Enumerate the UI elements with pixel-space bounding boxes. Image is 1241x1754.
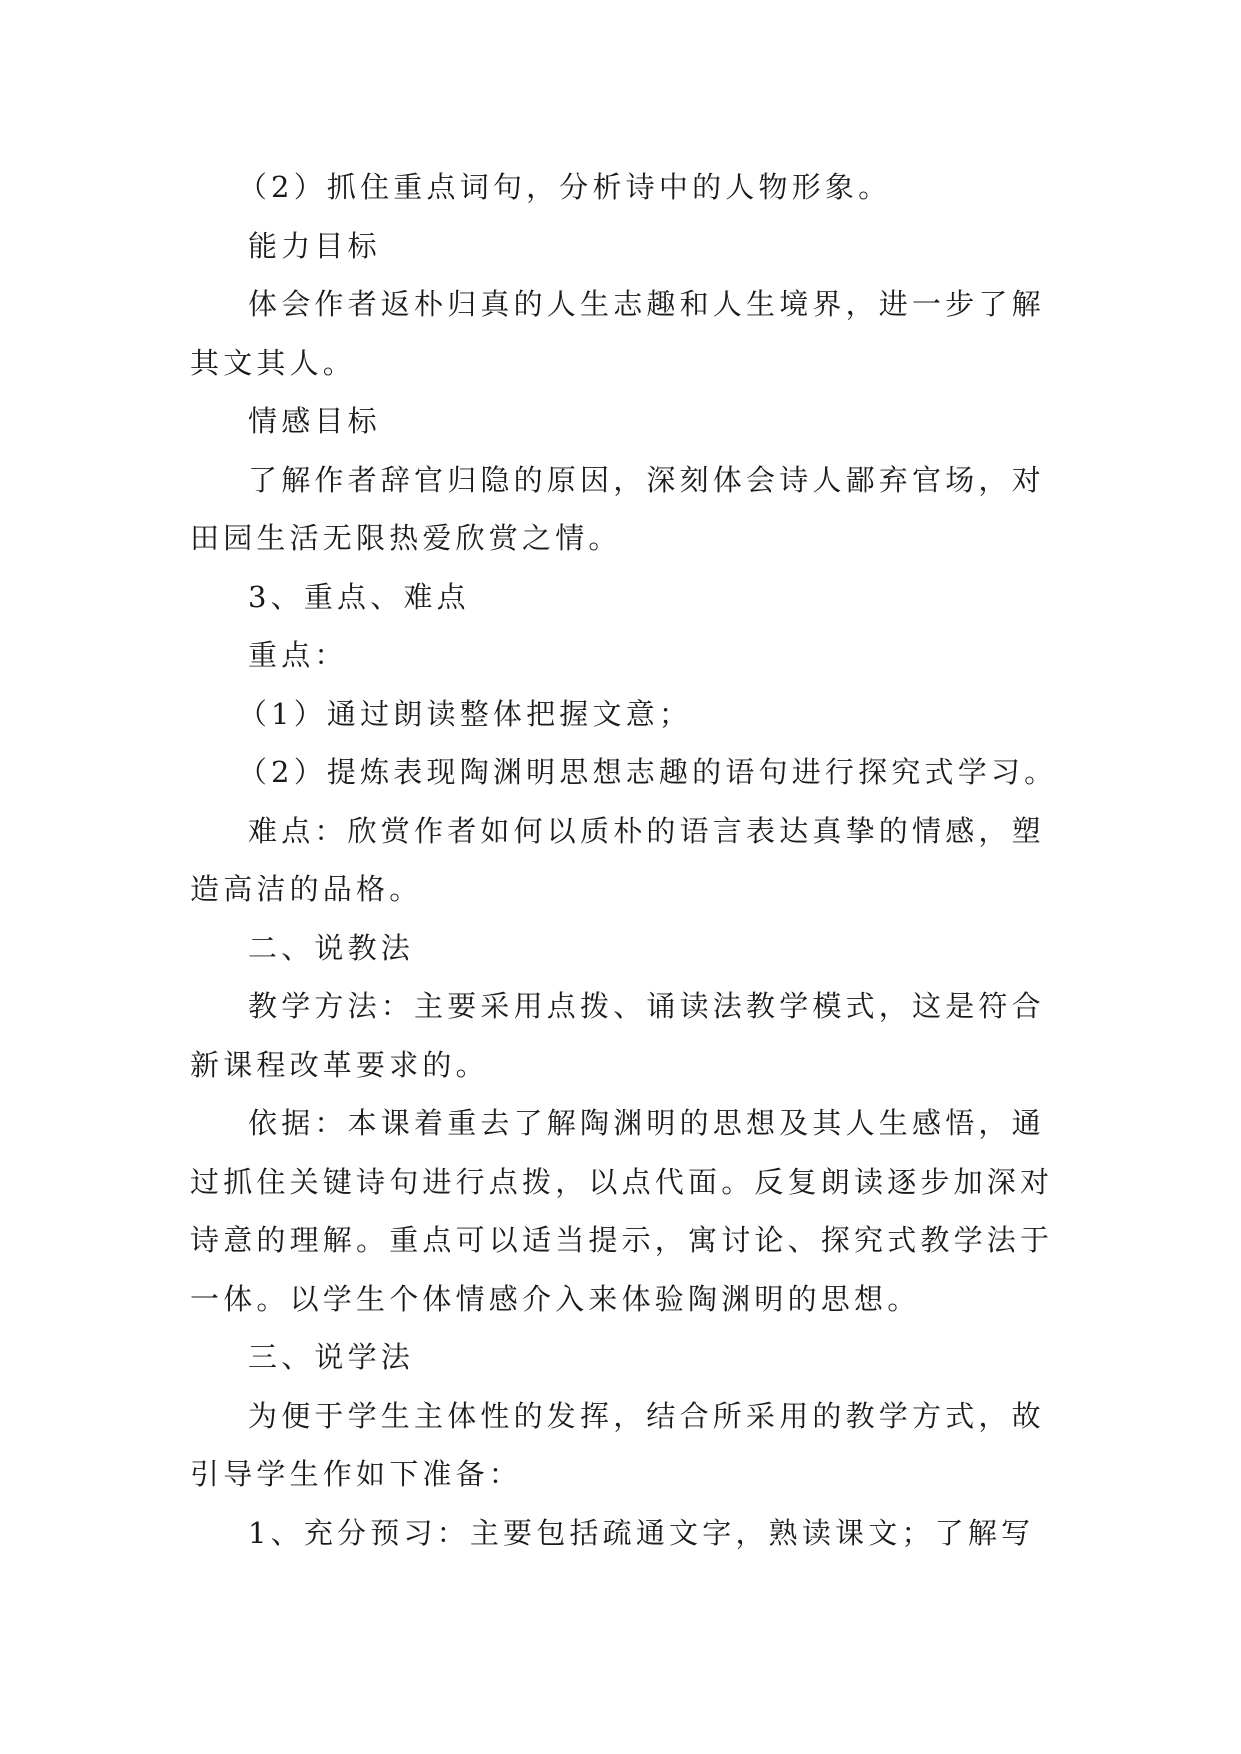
document-body — [190, 158, 1070, 1562]
paragraph-ability-goal: 体会作者返朴归真的人生志趣和人生境界，进一步了解其文其人。 — [190, 287, 1045, 380]
heading-teaching-method: 二、说教法 — [248, 930, 415, 965]
paragraph-difficult-point: 难点：欣赏作者如何以质朴的语言表达真挚的情感，塑造高洁的品格。 — [190, 813, 1045, 906]
paragraph-basis: 依据：本课着重去了解陶渊明的思想及其人生感悟，通过抓住关键诗句进行点拨，以点代面。反复朗读逐步加深对诗意的理解。重点可以适当提示，寓讨论、探究式教学法于一体。以学生个体情感介入来体验陶渊明的思想。 — [190, 1106, 1054, 1316]
paragraph-teaching-method: 教学方法：主要采用点拨、诵读法教学模式，这是符合新课程改革要求的。 — [190, 989, 1045, 1082]
paragraph-key-point-2: （2）提炼表现陶渊明思想志趣的语句进行探究式学习。 — [237, 755, 1058, 789]
heading-learning-method: 三、说学法 — [248, 1340, 415, 1374]
heading-emotion-goal: 情感目标 — [248, 404, 381, 438]
paragraph-objective-2: （2）抓住重点词句，分析诗中的人物形象。 — [237, 170, 892, 204]
heading-ability-goal: 能力目标 — [248, 228, 381, 263]
heading-key-points: 重点： — [248, 638, 348, 672]
paragraph-learning-method: 为便于学生主体性的发挥，结合所采用的教学方式，故引导学生作如下准备： — [190, 1398, 1045, 1491]
paragraph-emotion-goal: 了解作者辞官归隐的原因，深刻体会诗人鄙弃官场，对田园生活无限热爱欣赏之情。 — [190, 462, 1045, 555]
paragraph-preview: 1、充分预习：主要包括疏通文字，熟读课文；了解写 — [248, 1515, 1035, 1550]
heading-key-difficult: 3、重点、难点 — [248, 579, 470, 614]
paragraph-key-point-1: （1）通过朗读整体把握文意； — [237, 696, 693, 731]
